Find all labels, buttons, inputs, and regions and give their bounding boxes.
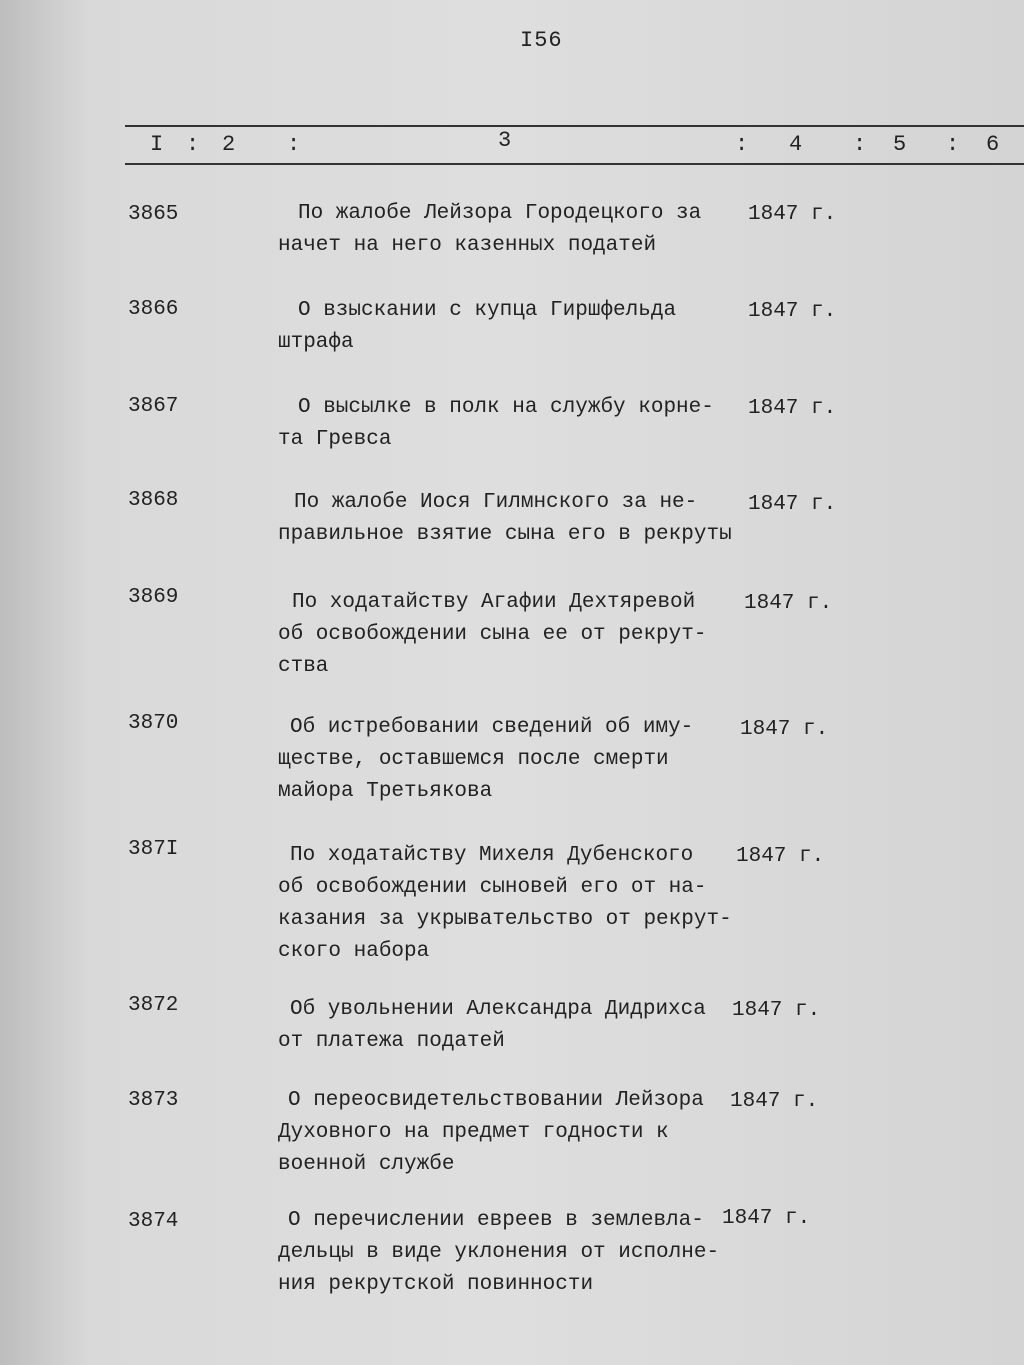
column-header-4: 4 <box>789 132 803 157</box>
entry-line: По ходатайству Агафии Дехтяревой <box>292 591 696 614</box>
entry-line: об освобождении сына ее от рекрут- <box>278 623 707 646</box>
column-header-1: I <box>150 132 164 157</box>
entry-line: ства <box>278 655 329 678</box>
entry-line: та Гревса <box>278 428 392 451</box>
entry-line: об освобождении сыновей его от на- <box>278 876 707 899</box>
entry-line: По жалобе Лейзора Городецкого за <box>298 202 702 225</box>
column-header-separator: : <box>735 132 749 157</box>
entry-year: 1847 г. <box>748 203 837 226</box>
entry-description <box>278 840 748 968</box>
column-header-separator: : <box>853 132 867 157</box>
entry-year: 1847 г. <box>722 1207 811 1230</box>
entry-line: начет на него казенных податей <box>278 234 657 257</box>
entry-line: По ходатайству Михеля Дубенского <box>290 844 694 867</box>
entry-line: ществе, оставшемся после смерти <box>278 748 669 771</box>
entry-line: ского набора <box>278 940 430 963</box>
entry-year: 1847 г. <box>748 397 837 420</box>
entry-description <box>278 487 748 551</box>
entry-line: правильное взятие сына его в рекруты <box>278 523 732 546</box>
entry-line: Об увольнении Александра Дидрихса <box>290 998 706 1021</box>
entry-number: 3874 <box>128 1210 179 1233</box>
entry-year: 1847 г. <box>744 592 833 615</box>
entry-description <box>278 587 748 683</box>
entry-number: 3868 <box>128 489 179 512</box>
entry-number: 3873 <box>128 1089 179 1112</box>
entry-description <box>278 392 748 456</box>
entry-number: 3869 <box>128 586 179 609</box>
entry-line: казания за укрывательство от рекрут- <box>278 908 732 931</box>
entry-description <box>278 712 748 808</box>
entry-line: от платежа податей <box>278 1030 505 1053</box>
entry-description <box>278 198 748 262</box>
page-number: I56 <box>520 28 563 53</box>
column-header-3: 3 <box>498 128 512 153</box>
entry-number: 3872 <box>128 994 179 1017</box>
entry-number: 3865 <box>128 203 179 226</box>
entry-year: 1847 г. <box>740 718 829 741</box>
entry-line: майора Третьякова <box>278 780 493 803</box>
entry-line: военной службе <box>278 1153 455 1176</box>
entry-number: 3866 <box>128 298 179 321</box>
entry-number: 3870 <box>128 712 179 735</box>
entry-line: О переосвидетельствовании Лейзора <box>288 1089 704 1112</box>
entry-line: штрафа <box>278 331 354 354</box>
entry-line: По жалобе Иося Гилмнского за не- <box>294 491 698 514</box>
column-header-separator: : <box>946 132 960 157</box>
column-header-6: 6 <box>986 132 1000 157</box>
entry-description <box>278 295 748 359</box>
entry-line: Об истребовании сведений об иму- <box>290 716 694 739</box>
entry-line: дельцы в виде уклонения от исполне- <box>278 1241 720 1264</box>
header-rule-bottom <box>125 163 1024 165</box>
entry-description <box>278 994 748 1058</box>
entry-line: О высылке в полк на службу корне- <box>298 396 714 419</box>
entry-line: О перечислении евреев в землевла- <box>288 1209 704 1232</box>
entry-number: 387I <box>128 838 179 861</box>
column-header-separator: : <box>287 132 301 157</box>
column-header-2: 2 <box>222 132 236 157</box>
column-header-5: 5 <box>893 132 907 157</box>
column-header-separator: : <box>186 132 200 157</box>
entry-description <box>278 1205 748 1301</box>
header-rule-top <box>125 125 1024 127</box>
entry-year: 1847 г. <box>736 845 825 868</box>
entry-line: О взыскании с купца Гиршфельда <box>298 299 677 322</box>
entry-description <box>278 1085 748 1181</box>
entry-year: 1847 г. <box>748 300 837 323</box>
entry-number: 3867 <box>128 395 179 418</box>
entry-line: ния рекрутской повинности <box>278 1273 594 1296</box>
entry-year: 1847 г. <box>732 999 821 1022</box>
entry-line: Духовного на предмет годности к <box>278 1121 669 1144</box>
entry-year: 1847 г. <box>730 1090 819 1113</box>
entry-year: 1847 г. <box>748 493 837 516</box>
